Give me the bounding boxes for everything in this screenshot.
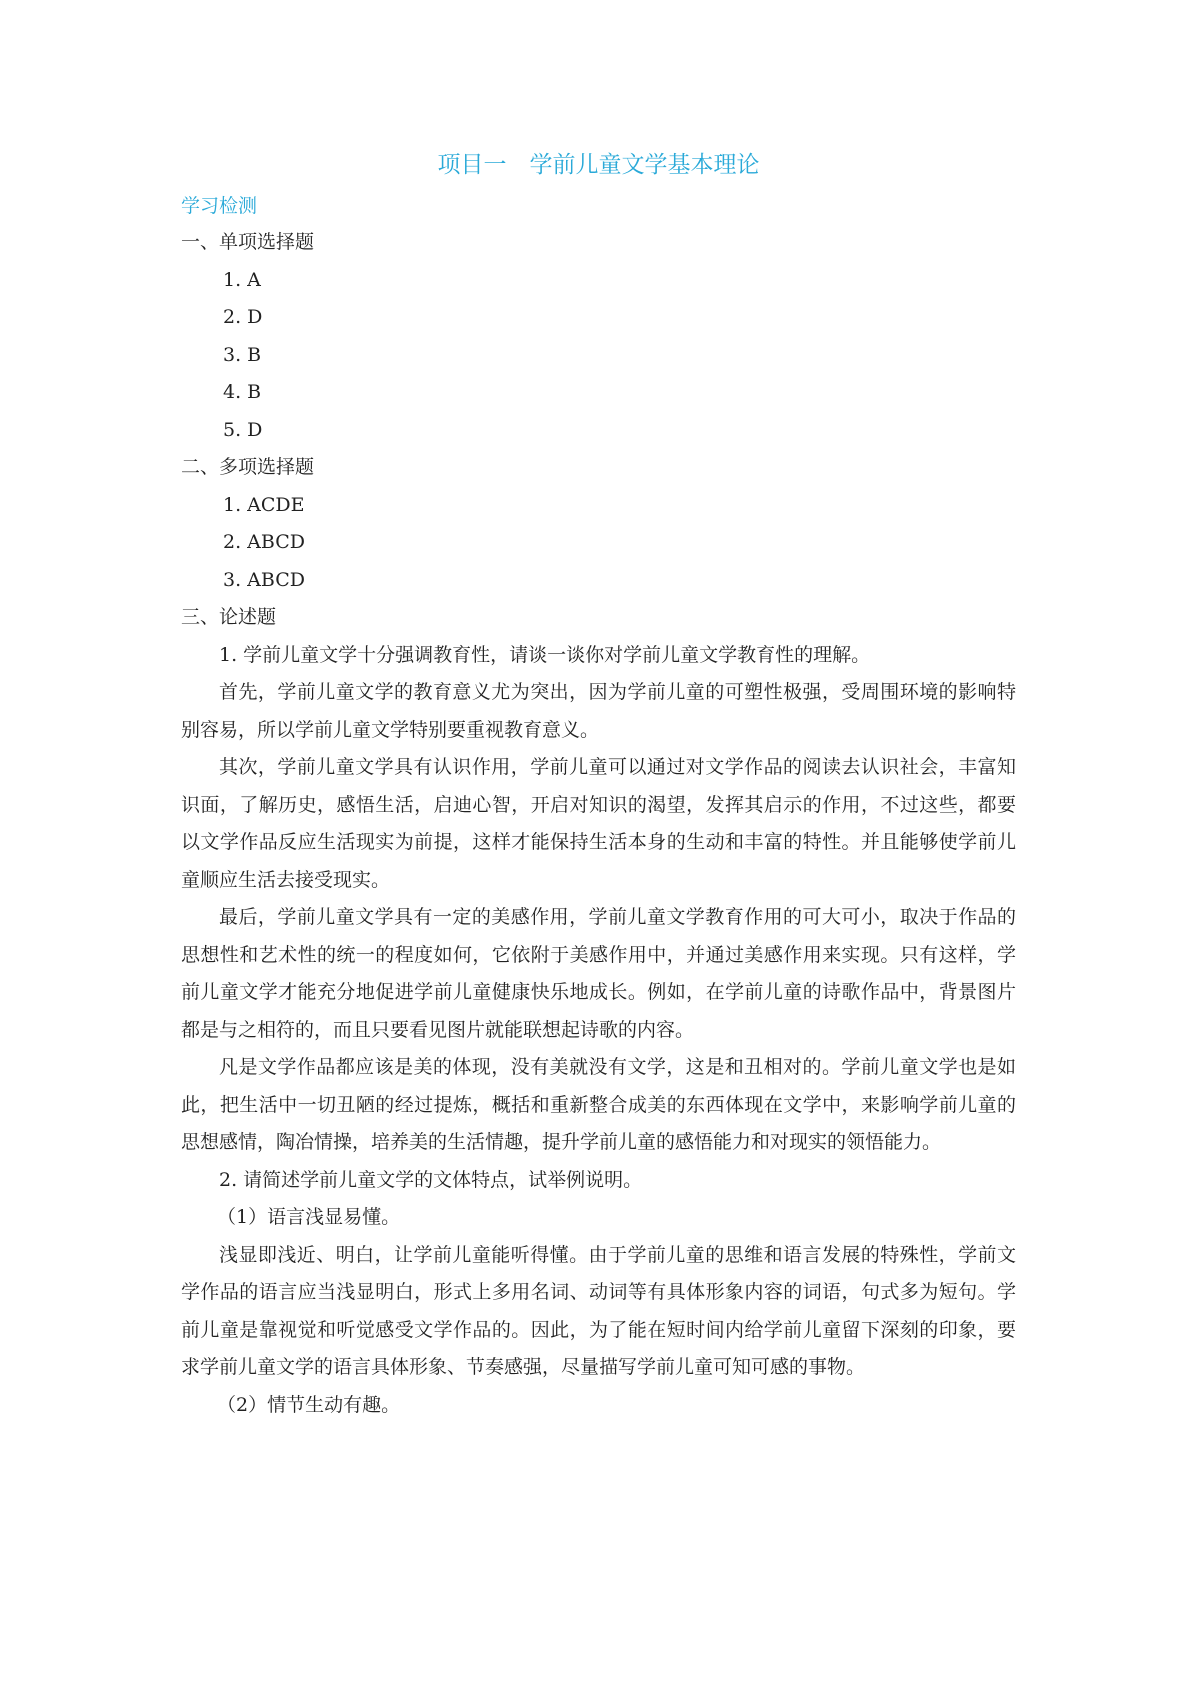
single-choice-heading: 一、单项选择题 [181, 231, 315, 253]
document-content [181, 148, 1016, 1424]
single-answer-3: 3. B [223, 343, 262, 366]
page-title: 项目一 学前儿童文学基本理论 [437, 152, 760, 178]
multiple-answer-2: 2. ABCD [223, 531, 305, 553]
multiple-choice-heading: 二、多项选择题 [181, 456, 315, 478]
essay-q2-subpoint-1-paragraph: 浅显即浅近、明白，让学前儿童能听得懂。由于学前儿童的思维和语言发展的特殊性，学前文学作品的语言应当浅显明白，形式上多用名词、动词等有具体形象内容的词语，句式多为短句。学前儿童是靠视觉和听觉感受文学作品的。因此，为了能在短时间内给学前儿童留下深刻的印象，要求学前儿童文学的语言具体形象、节奏感强，尽量描写学前儿童可知可感的事物。 [181, 1243, 1016, 1378]
multiple-answer-1: 1. ACDE [223, 493, 305, 516]
multiple-answer-3: 3. ABCD [223, 568, 305, 591]
section-subtitle: 学习检测 [181, 195, 258, 217]
essay-question-2: 2. 请简述学前儿童文学的文体特点，试举例说明。 [219, 1168, 643, 1191]
single-answer-1: 1. A [223, 268, 261, 291]
essay-q2-subpoint-2: （2）情节生动有趣。 [217, 1393, 401, 1416]
single-answer-2: 2. D [223, 306, 263, 328]
single-answer-4: 4. B [223, 381, 262, 403]
essay-q1-paragraph-3: 最后，学前儿童文学具有一定的美感作用，学前儿童文学教育作用的可大可小，取决于作品的思想性和艺术性的统一的程度如何，它依附于美感作用中，并通过美感作用来实现。只有这样，学前儿童文学才能充分地促进学前儿童健康快乐地成长。例如，在学前儿童的诗歌作品中，背景图片都是与之相符的，而且只要看见图片就能联想起诗歌的内容。 [181, 906, 1016, 1041]
essay-heading: 三、论述题 [181, 606, 277, 628]
single-answer-5: 5. D [223, 418, 263, 441]
essay-q1-paragraph-4: 凡是文学作品都应该是美的体现，没有美就没有文学，这是和丑相对的。学前儿童文学也是如此，把生活中一切丑陋的经过提炼，概括和重新整合成美的东西体现在文学中，来影响学前儿童的思想感情，陶冶情操，培养美的生活情趣，提升学前儿童的感悟能力和对现实的领悟能力。 [181, 1056, 1016, 1153]
essay-q1-paragraph-2: 其次，学前儿童文学具有认识作用，学前儿童可以通过对文学作品的阅读去认识社会，丰富知识面，了解历史，感悟生活，启迪心智，开启对知识的渴望，发挥其启示的作用，不过这些，都要以文学作品反应生活现实为前提，这样才能保持生活本身的生动和丰富的特性。并且能够使学前儿童顺应生活去接受现实。 [181, 756, 1016, 891]
essay-q2-subpoint-1: （1）语言浅显易懂。 [217, 1206, 401, 1228]
essay-question-1: 1. 学前儿童文学十分强调教育性，请谈一谈你对学前儿童文学教育性的理解。 [219, 643, 871, 666]
essay-q1-paragraph-1: 首先，学前儿童文学的教育意义尤为突出，因为学前儿童的可塑性极强，受周围环境的影响特别容易，所以学前儿童文学特别要重视教育意义。 [181, 681, 1016, 741]
